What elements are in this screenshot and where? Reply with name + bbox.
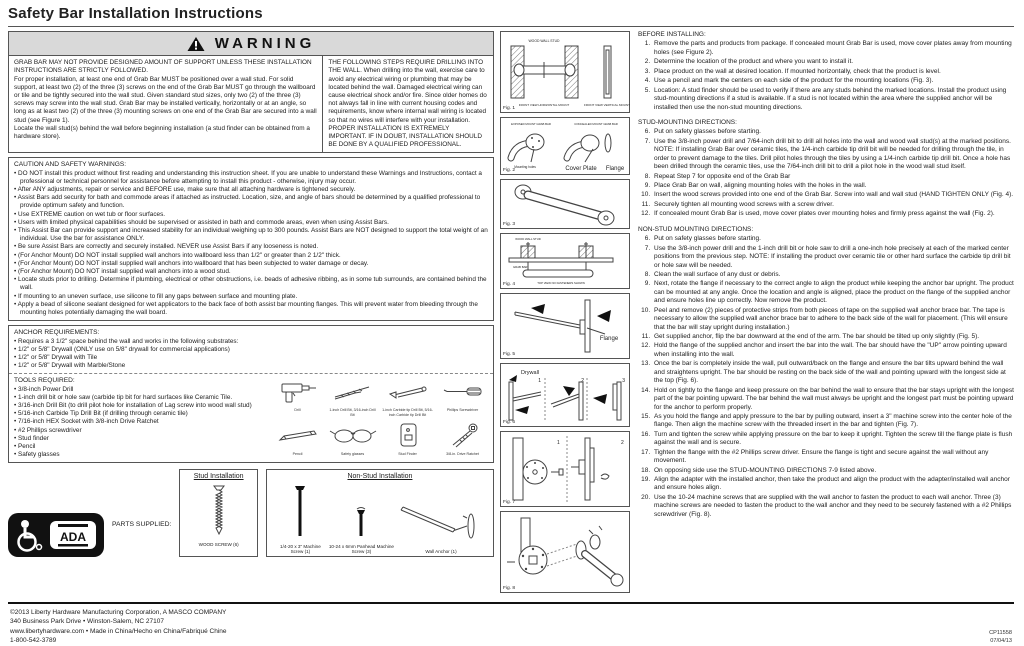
fig4-caption-stud: WOOD WALL STUD <box>515 237 541 241</box>
list-item: 10. Peel and remove (2) pieces of protective strips from both pieces of tape on the supplied wall anchor brace bar. The tape is necessary to allow the supplied wall anchor brace bar to adhere to the back side of the wall for placement. (This will ensure that the bar will stay upright during installation.) <box>652 307 1014 332</box>
list-item: • Users with limited physical capabilities should be supervised or assisted in bath and commode areas, even when using Assist Bars. <box>14 219 488 227</box>
anchor-list <box>14 338 488 371</box>
figure-label: Fig. 2 <box>503 168 515 173</box>
list-item: • Pencil <box>14 443 268 451</box>
tools-list-wrap <box>14 377 268 459</box>
list-item: 11. Securely tighten all mounting wood screws with a screw driver. <box>652 201 1014 209</box>
tool-caption: Pencil <box>292 451 303 456</box>
list-item: • 1/2" or 5/8" Drywall with Tile <box>14 354 488 362</box>
wall-anchor-part <box>397 502 485 555</box>
tool-ratchet <box>437 422 488 459</box>
fig2-caption-concealed: CONCEALED MOUNT GRAB BAR <box>574 122 618 126</box>
list-item: 7. Use the 3/8-inch power drill and 7/64-inch drill bit to drill all holes into the wall and wood wall stud(s) at the marked positions. NOTE: If installing Grab Bar over ceramic tiles, the 1/4-inch carbide tip drill bit will be needed for drilling through the tile, in order to prevent damage to the tiles. Drill pilot holes through the tiles by using a 1/4-inch carbide tip drill bit. Once a hole has been drilled through the ceramic tiles, use the 7/64-inch drill bit to drill a pilot hole in the wood wall stud itself. <box>652 138 1014 172</box>
carbide-bit-icon <box>384 379 432 405</box>
tool-drill <box>272 379 323 420</box>
list-item: • Apply a bead of silicone sealant designed for wet applicators to the back face of both assist bar mounting flanges. This will prevent water from bleeding through the mounting holes potentially damaging the wall board. <box>14 301 488 317</box>
list-item: 1. Remove the parts and products from package. If concealed mount Grab Bar is used, move cover plates away from mounting holes (see Figure 2). <box>652 40 1014 57</box>
warning-text-right: THE FOLLOWING STEPS REQUIRE DRILLING INTO THE WALL. When drilling into the wall, exercise care to avoid any electrical wiring or plumbing that may be located behind the wall. Damaged electrical wiring can cause electrical shock and/or fire. Since older homes do not always fall in line with current housing codes and requirements, know where internal wall wiring is located so that no wires will interfere with your installation. PROPER INSTALLATION IS EXTREMELY IMPORTANT. IF IN DOUBT, INSTALLATION SHOULD BE DONE BY A QUALIFIED PROFESSIONAL. <box>328 59 487 149</box>
fig6-caption-drywall: Drywall <box>521 370 540 376</box>
content <box>8 31 1014 597</box>
nonstud-items <box>271 484 489 555</box>
list-item: 9. Next, rotate the flange if necessary to the correct angle to align the product while keeping the anchor bar upright. The product can be mounted at any angle. Once the location and angle is aligned, place the product on the flange of the supplied anchor and ensure holes line up correctly. Now remove the product. <box>652 280 1014 305</box>
caution-heading: CAUTION AND SAFETY WARNINGS: <box>14 161 127 169</box>
list-item: 14. Hold on tightly to the flange and keep pressure on the bar behind the wall to ensure that the bar stays upright with the longest part of the bar pointing upward. The bar behind the wall must always be upright and the longest part must be pointing upward for the anchor to perform properly. <box>652 387 1014 412</box>
list-item: 15. As you hold the flange and apply pressure to the bar by pulling outward, insert a 3" machine screw into the center hole of the flange. Then align the machine screw with the threaded insert in the bar and tighten (Fig. 7). <box>652 413 1014 430</box>
tool-caption: Stud Finder <box>398 451 417 456</box>
list-item: 11. Get supplied anchor, flip the bar downward at the end of the arm. The bar should be tilted up only slightly (Fig. 5). <box>652 333 1014 341</box>
list-item: 8. Clean the wall surface of any dust or debris. <box>652 271 1014 279</box>
list-item: • After ANY adjustments, repair or service and BEFORE use, make sure that all attaching hardware is tightened securely. <box>14 186 488 194</box>
list-item: • Assist Bars add security for bath and commode areas if attached as instructed. Location, size, and angle of bars should be determined by a qualified professional to provide optimum safety and function. <box>14 194 488 210</box>
tool-pencil <box>272 422 323 459</box>
list-item: 8. Repeat Step 7 for opposite end of the Grab Bar <box>652 173 1014 181</box>
list-item: • 3/8-inch Power Drill <box>14 386 268 394</box>
figure-label: Fig. 3 <box>503 222 515 227</box>
tools-icons <box>272 377 488 459</box>
fig1-caption-stud: WOOD WALL STUD <box>528 39 560 43</box>
list-item: 1-800-542-3789 <box>10 637 57 645</box>
footer <box>8 602 1014 646</box>
list-item: 12. If concealed mount Grab Bar is used, move cover plates over mounting holes and firmly press against the wall (Fig. 2). <box>652 210 1014 218</box>
list-item: For proper installation, at least one end of Grab Bar MUST be positioned over a wall stud. For solid support, at least two (2) of the three (3) screws on the end of the Grab Bar MUST go through the wallboard or tile and be tightly secured into the wall stud. Given standard stud sizes, only two (2) of the three (3) screws may screw into the wall stud. Grab Bar may be installed vertically, horizontally or at an angle, so long as at least two (2) of the three (3) mounting screws on one end of the Grab Bar are secured into a wall stud (see Figure 1). <box>14 75 317 124</box>
list-item: www.libertyhardware.com • Made in China/Hecho en China/Fabriqué Chine <box>10 627 227 635</box>
list-item: ©2013 Liberty Hardware Manufacturing Corporation, A MASCO COMPANY <box>10 609 227 616</box>
parts-supplied-row <box>8 469 494 557</box>
tool-caption: 3/8-in. Drive Ratchet <box>446 451 479 456</box>
figure-6 <box>500 363 630 427</box>
machine-screw-short-caption: 10-24 x 6mm Panhead Machine Screw (3) <box>328 543 394 555</box>
warning-body <box>9 56 493 152</box>
tool-stud-finder <box>382 422 433 459</box>
list-item: • Requires a 3 1/2" space behind the wall and works in the following substrates: <box>14 338 488 346</box>
fig2-caption-exposed: EXPOSED MOUNT GRAB BAR <box>511 122 551 126</box>
list-item: 18. On opposing side use the STUD-MOUNTING DIRECTIONS 7-9 listed above. <box>652 467 1014 475</box>
fig7-panel-1: 1 <box>557 440 560 446</box>
figure-label: Fig. 7 <box>503 500 515 505</box>
list-item: • This Assist Bar can provide support and increased stability for an individual weighing up to 300 pounds. Assist Bars are NOT designed to support the total weight of an individual. Use the bar for assistance ONLY. <box>14 227 488 243</box>
tools-heading: TOOLS REQUIRED: <box>14 377 75 385</box>
nonstud-mounting-list <box>638 235 1014 519</box>
stud-installation-box <box>179 469 257 557</box>
safety-glasses-icon <box>329 422 377 448</box>
left-column <box>8 31 494 557</box>
list-item: 20. Use the 10-24 machine screws that are supplied with the wall anchor to fasten the product to each wall anchor. Three (3) machine screws are needed to fasten the product to the wall anchor and they need to be securely fastened with a #2 Phillips screwdriver (Fig. 8). <box>652 494 1014 519</box>
list-item: • DO NOT install this product without first reading and understanding this instruction sheet. If you are unable to understand these Warnings and Instructions, contact a professional or technical personnel for assistance before attempting to install this product - otherwise, injury may occur. <box>14 170 488 186</box>
anchor-tools-box <box>8 325 494 463</box>
fig6-panel-3: 3 <box>622 378 625 384</box>
doc-code: CP11558 <box>989 630 1012 637</box>
figure-label: Fig. 4 <box>503 282 515 287</box>
nonstud-mounting-heading: NON-STUD MOUNTING DIRECTIONS: <box>638 225 754 233</box>
list-item: 6. Put on safety glasses before starting. <box>652 128 1014 136</box>
fig2-caption-mounting-holes: Mounting holes <box>514 165 536 169</box>
wall-anchor-caption: Wall Anchor (1) <box>425 549 457 555</box>
before-installing-heading: BEFORE INSTALLING: <box>638 31 706 38</box>
list-item: 16. Turn and tighten the screw while applying pressure on the bar to keep it upright. Tighten the screw till the flange plate is flush against the wall and is secure. <box>652 431 1014 448</box>
list-item: • Locate studs prior to drilling. Determine if plumbing, electrical or other obstructions, i.e. beads of adhesive ribbing, as in some tub surrounds, are contained behind the wall. <box>14 276 488 292</box>
figures-column <box>500 31 630 597</box>
list-item: • 3/16-inch Drill Bit (to drill pilot hole for installation of Lag screw into wood wall stud) <box>14 402 268 410</box>
directions-column <box>636 31 1014 526</box>
list-item: 13. Once the bar is completely inside the wall, pull outward/back on the flange and ensure the bar tilts upward behind the wall and straightens upright. The bar should be resting on the back side of the wall and pointing upward with the longest side at the top (Fig. 6). <box>652 360 1014 385</box>
list-item: GRAB BAR MAY NOT PROVIDE DESIGNED AMOUNT OF SUPPORT UNLESS THESE INSTALLATION INSTRUCTIONS ARE STRICTLY FOLLOWED. <box>14 59 312 75</box>
wood-screw-caption: WOOD SCREW (6) <box>198 542 239 548</box>
fig4-caption-top-view: TOP VIEW NO FASTENERS SHOWN <box>537 281 585 285</box>
doc-date: 07/04/13 <box>990 637 1012 644</box>
list-item: • Use EXTREME caution on wet tub or floor surfaces. <box>14 211 488 219</box>
warning-triangle-icon <box>187 36 205 52</box>
figure-2 <box>500 117 630 175</box>
figure-8 <box>500 511 630 593</box>
warning-label: WARNING <box>214 35 316 52</box>
tools-divider <box>9 373 493 374</box>
list-item: 12. Hold the flange of the supplied anchor and insert the bar into the wall. The bar should have the "UP" arrow pointing upward when installing into the wall. <box>652 342 1014 359</box>
list-item: • 1-inch drill bit or hole saw (carbide tip bit for hard surfaces like Ceramic Tile. <box>14 394 268 402</box>
list-item: 3. Place product on the wall at desired location. If mounted horizontally, check that the product is level. <box>652 68 1014 76</box>
machine-screw-long-caption: 1/4-20 x 3" Machine Screw (1) <box>280 543 321 555</box>
figure-4 <box>500 233 630 289</box>
tools-list <box>14 386 268 460</box>
doc-code-block <box>989 630 1012 646</box>
screwdriver-icon <box>439 379 487 405</box>
figure-1 <box>500 31 630 113</box>
stud-mounting-heading: STUD-MOUNTING DIRECTIONS: <box>638 118 737 126</box>
machine-screw-short-icon <box>353 506 369 540</box>
drill-icon <box>274 379 322 405</box>
list-item: • 1/2" or 5/8" Drywall with Marble/Stone <box>14 362 488 370</box>
list-item: • 1/2" or 5/8" Drywall (ONLY use on 5/8" drywall for commercial applications) <box>14 346 488 354</box>
list-item: 19. Align the adapter with the installed anchor, then take the product and align the product with the adapter/installed wall anchor and ensure holes align. <box>652 476 1014 493</box>
tool-caption: Drill <box>294 408 301 413</box>
fig6-panel-2: 2 <box>581 378 584 384</box>
figure-label: Fig. 6 <box>503 420 515 425</box>
stud-mounting-section <box>638 119 1014 219</box>
fig5-caption-flange: Flange <box>599 336 619 342</box>
tool-caption: 1-inch Carbide tip Drill Bit, 5/16-inch Carbide tip Drill Bit <box>382 408 433 417</box>
list-item: Locate the wall stud(s) behind the wall before beginning installation (a stud finder can be obtained from a hardware store). <box>14 124 310 140</box>
ada-label: ADA <box>60 530 86 545</box>
tool-safety-glasses <box>327 422 378 459</box>
fig1-caption-horizontal: FRONT VIEW HORIZONTAL MOUNT <box>518 103 570 107</box>
list-item: • 7/16-inch HEX Socket with 3/8-inch Drive Ratchet <box>14 418 268 426</box>
wood-screw-icon <box>209 484 229 542</box>
caution-list <box>14 170 488 317</box>
list-item: • (For Anchor Mount) DO NOT install supplied wall anchors into wallboard less than 1/2" or greater than 2 1/2" thick. <box>14 252 488 260</box>
list-item: 2. Determine the location of the product and where you want to install it. <box>652 58 1014 66</box>
list-item: • Safety glasses <box>14 451 268 459</box>
title-divider <box>8 26 1014 27</box>
list-item: 4. Use a pencil and mark the centers on each side of the product for the mounting locations (Fig. 3). <box>652 77 1014 85</box>
fig7-panel-2: 2 <box>621 440 624 446</box>
figure-label: Fig. 5 <box>503 352 515 357</box>
list-item: • 5/16-inch Carbide Tip Drill Bit (if drilling through ceramic tile) <box>14 410 268 418</box>
pencil-icon <box>274 422 322 448</box>
warning-header <box>9 32 493 56</box>
fig2-caption-flange: Flange <box>605 166 625 172</box>
nonstud-mounting-section <box>638 226 1014 519</box>
list-item: • #2 Phillips screwdriver <box>14 427 268 435</box>
tools-section <box>14 377 488 459</box>
footer-company-lines <box>10 608 227 646</box>
list-item: 6. Put on safety glasses before starting. <box>652 235 1014 243</box>
list-item: • Stud finder <box>14 435 268 443</box>
stud-finder-icon <box>384 422 432 448</box>
tool-caption: Safety glasses <box>340 451 365 456</box>
list-item: 7. Use the 3/8-inch power drill and the 1-inch drill bit or hole saw to drill a one-inch hole precisely at each of the marked center positions from the previous step. NOTE: If installing the product over ceramic tile or other hard surface the carbide tip drill bit or hole saw will be needed. <box>652 245 1014 270</box>
tool-caption: 1-inch Drill Bit, 3/16-inch Drill Bit <box>329 408 376 417</box>
stud-mounting-list <box>638 128 1014 218</box>
ratchet-icon <box>439 422 487 448</box>
parts-supplied-label: PARTS SUPPLIED: <box>112 520 172 528</box>
before-installing-list <box>638 40 1014 112</box>
list-item: 340 Business Park Drive • Winston-Salem, NC 27107 <box>10 618 165 626</box>
list-item: 9. Place Grab Bar on wall, aligning mounting holes with the holes in the wall. <box>652 182 1014 190</box>
figure-5 <box>500 293 630 359</box>
fig1-caption-vertical: FRONT VIEW VERTICAL MOUNT <box>584 103 630 107</box>
warning-text-left <box>9 56 323 152</box>
stud-installation-title: Stud Installation <box>193 473 244 481</box>
ada-logo <box>8 513 104 557</box>
drill-bit-icon <box>329 379 377 405</box>
list-item: • Be sure Assist Bars are correctly and securely installed. NEVER use Assist Bars if any looseness is noted. <box>14 243 488 251</box>
fig2-caption-cover-plate: Cover Plate <box>565 166 597 172</box>
list-item: 10. Insert the wood screws provided into one end of the Grab Bar. Screw into wall and wall stud (HAND TIGHTEN ONLY (Fig. 4). <box>652 191 1014 199</box>
list-item: 17. Tighten the flange with the #2 Phillips screw driver. Ensure the flange is tight and secure against the wall without any movement. <box>652 449 1014 466</box>
list-item: • (For Anchor Mount) DO NOT install supplied wall anchors into wallboard that has been subjected to water damage or decay. <box>14 260 488 268</box>
tool-carbide-bits <box>382 379 433 420</box>
warning-box <box>8 31 494 153</box>
fig6-panel-1: 1 <box>538 378 541 384</box>
machine-screw-long-icon <box>292 484 308 540</box>
before-installing-section <box>638 31 1014 112</box>
tool-caption: Phillips Screwdriver <box>446 408 479 413</box>
figure-label: Fig. 1 <box>503 106 515 111</box>
anchor-heading: ANCHOR REQUIREMENTS: <box>14 329 100 337</box>
nonstud-installation-title: Non-Stud Installation <box>347 473 413 481</box>
list-item: 5. Location: A stud finder should be used to verify if there are any studs behind the marked locations. Install the product using stud-mounting directions if a stud is available. If a stud is not located within the area where the supplied anchor will be installed then use the non-stud mounting directions. <box>652 87 1014 112</box>
list-item: • If mounting to an uneven surface, use silicone to fill any gaps between surface and mounting plate. <box>14 293 488 301</box>
nonstud-installation-box <box>266 469 494 557</box>
tool-drill-bits <box>327 379 378 420</box>
tool-screwdriver <box>437 379 488 420</box>
page-title: Safety Bar Installation Instructions <box>8 5 263 22</box>
figure-7 <box>500 431 630 507</box>
machine-screw-short <box>326 506 397 555</box>
caution-box <box>8 157 494 321</box>
figure-label: Fig. 8 <box>503 586 515 591</box>
fig4-caption-grab-bar: GRAB BAR <box>513 265 528 269</box>
wall-anchor-icon <box>397 502 485 546</box>
list-item: • (For Anchor Mount) DO NOT install supplied wall anchors into a wood stud. <box>14 268 488 276</box>
figure-3 <box>500 179 630 229</box>
machine-screw-long <box>275 484 326 555</box>
